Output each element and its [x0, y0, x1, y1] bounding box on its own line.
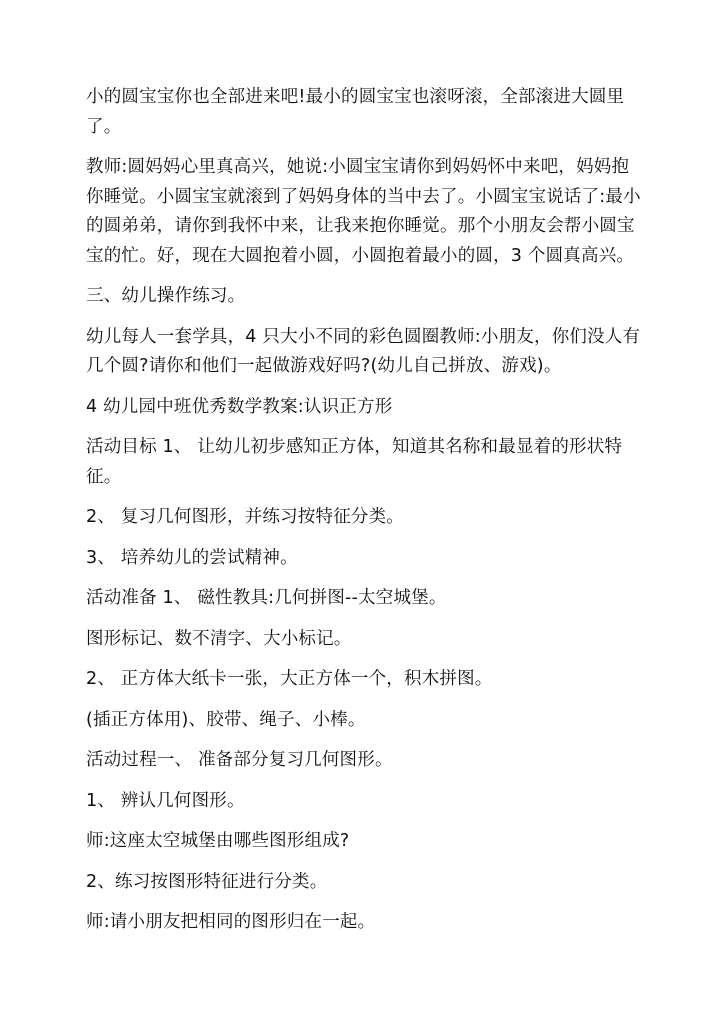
paragraph-2: 教师:圆妈妈心里真高兴，她说:小圆宝宝请你到妈妈怀中来吧，妈妈抱你睡觉。小圆宝宝就滚到了妈妈身体的当中去了。小圆宝宝说话了:最小的圆弟弟，请你到我怀中来，让我来抱你睡觉。那个小朋友会帮小圆宝宝的忙。好，现在大圆抱着小圆，小圆抱着最小的圆，3 个圆真高兴。 — [86, 157, 641, 266]
paragraph-12: (插正方体用)、胶带、绳子、小棒。 — [86, 709, 366, 730]
section-heading: 4 幼儿园中班优秀数学教案:认识正方形 — [86, 396, 393, 417]
paragraph-16: 2、练习按图形特征进行分类。 — [86, 871, 328, 892]
paragraph-11: 2、 正方体大纸卡一张，大正方体一个，积木拼图。 — [86, 669, 493, 689]
document-body — [86, 83, 646, 949]
paragraph-14: 1、 辨认几何图形。 — [86, 790, 245, 811]
paragraph-9: 活动准备 1、 磁性教具:几何拼图--太空城堡。 — [86, 588, 447, 608]
paragraph-6: 活动目标 1、 让幼儿初步感知正方体，知道其名称和最显着的形状特征。 — [86, 437, 623, 487]
paragraph-13: 活动过程一、 准备部分复习几何图形。 — [86, 750, 393, 770]
paragraph-1: 小的圆宝宝你也全部进来吧!最小的圆宝宝也滚呀滚，全部滚进大圆里了。 — [86, 87, 625, 137]
paragraph-8: 3、 培养幼儿的尝试精神。 — [86, 547, 298, 568]
paragraph-4: 幼儿每人一套学具，4 只大小不同的彩色圆圈教师:小朋友，你们没人有几个圆?请你和他们一起做游戏好吗?(幼儿自己拼放、游戏)。 — [86, 326, 641, 376]
paragraph-10: 图形标记、数不清字、大小标记。 — [86, 628, 352, 649]
paragraph-3: 三、幼儿操作练习。 — [86, 286, 246, 306]
paragraph-15: 师:这座太空城堡由哪些图形组成? — [86, 831, 350, 851]
paragraph-7: 2、 复习几何图形，并练习按特征分类。 — [86, 507, 404, 527]
paragraph-17: 师:请小朋友把相同的图形归在一起。 — [86, 912, 376, 932]
